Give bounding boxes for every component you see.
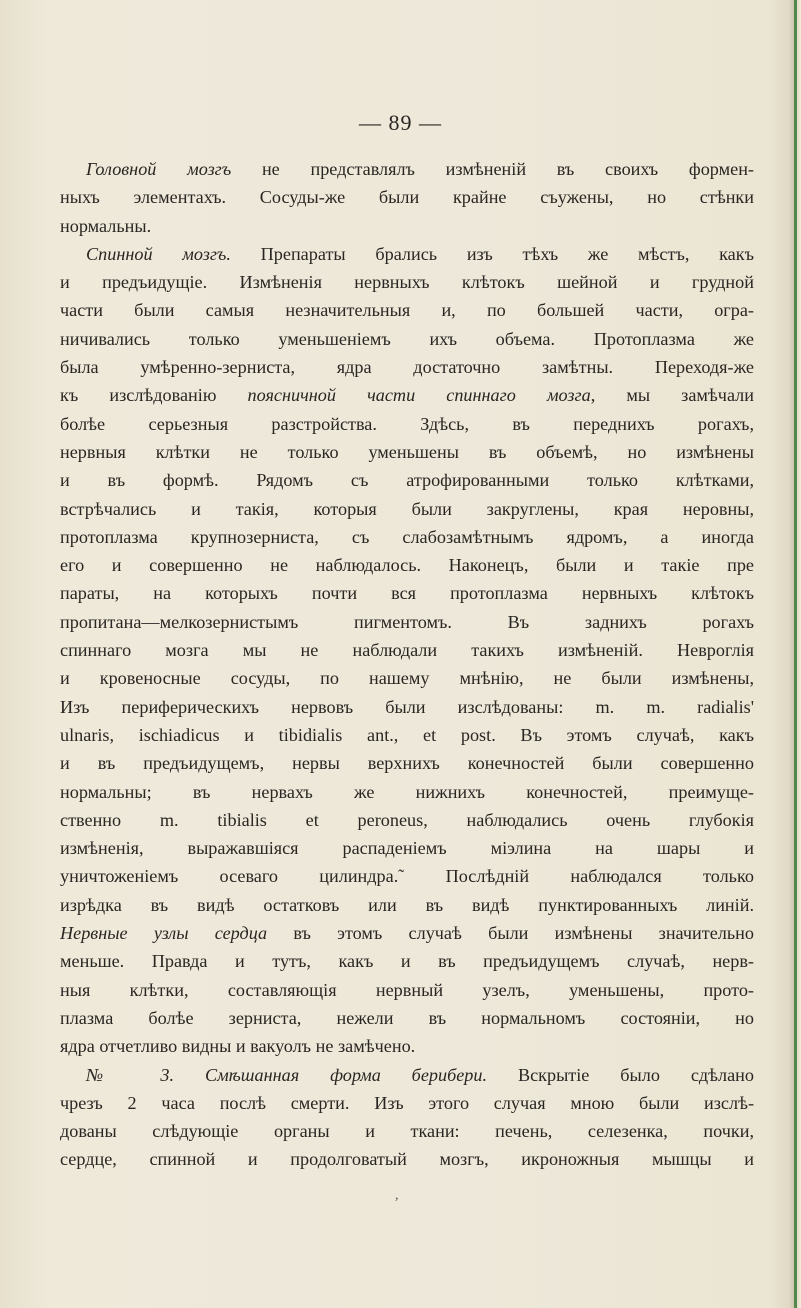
stray-mark: , bbox=[395, 1188, 399, 1203]
text-line bbox=[60, 947, 754, 975]
text-run: параты, на которыхъ почти вся протоплазма нервныхъ клѣтокъ bbox=[60, 583, 754, 604]
text-line bbox=[60, 381, 754, 409]
text-run: ulnaris, ischiadicus и tibidialis ant., et post. Въ этомъ случаѣ, какъ bbox=[60, 724, 754, 745]
text-run: ныя клѣтки, составляющія нервный узелъ, уменьшены, прото- bbox=[60, 979, 754, 1000]
text-run: уничтоженіемъ осеваго цилиндра.˜ Послѣдній наблюдался только bbox=[60, 866, 754, 887]
text-run: была умѣренно-зерниста, ядра достаточно замѣтны. Переходя-же bbox=[60, 357, 754, 378]
text-line bbox=[60, 296, 754, 324]
text-line bbox=[60, 183, 754, 211]
text-line bbox=[60, 212, 754, 240]
text-run: и кровеносные сосуды, по нашему мнѣнію, не были измѣнены, bbox=[60, 668, 754, 689]
text-run: къ изслѣдованію bbox=[60, 385, 248, 406]
text-line bbox=[60, 523, 754, 551]
text-line bbox=[60, 721, 754, 749]
text-line bbox=[60, 495, 754, 523]
text-line bbox=[60, 1004, 754, 1032]
text-run: дованы слѣдующіе органы и ткани: печень, селезенка, почки, bbox=[60, 1121, 754, 1142]
text-run: пропитана—мелкозернистымъ пигментомъ. Въ заднихъ рогахъ bbox=[60, 611, 754, 632]
text-line bbox=[60, 268, 754, 296]
italic-heading: Головной мозгъ bbox=[86, 159, 232, 179]
text-run: протоплазма крупнозерниста, съ слабозамѣтнымъ ядромъ, а иногда bbox=[60, 526, 754, 547]
text-run: плазма болѣе зерниста, нежели въ нормальномъ состояніи, но bbox=[60, 1007, 754, 1028]
text-run: въ этомъ случаѣ были измѣнены значительно bbox=[267, 923, 754, 944]
text-line bbox=[60, 1117, 754, 1145]
text-run: изрѣдка въ видѣ остатковъ или въ видѣ пунктированныхъ линій. bbox=[60, 894, 754, 915]
text-line bbox=[60, 862, 754, 890]
text-run: и предъидущіе. Измѣненія нервныхъ клѣтокъ шейной и грудной bbox=[60, 272, 754, 293]
text-line bbox=[60, 155, 754, 183]
text-run: и въ формѣ. Рядомъ съ атрофированными только клѣтками, bbox=[60, 470, 754, 491]
text-run: ничивались только уменьшеніемъ ихъ объема. Протоплазма же bbox=[60, 328, 754, 349]
text-line bbox=[60, 1032, 754, 1060]
text-run: не представлялъ измѣненій въ своихъ формен- bbox=[231, 159, 754, 179]
text-line bbox=[60, 240, 754, 268]
text-run: Изъ периферическихъ нервовъ были изслѣдованы: m. m. radialis' bbox=[60, 696, 754, 717]
text-line bbox=[60, 693, 754, 721]
text-run: Препараты брались изъ тѣхъ же мѣстъ, какъ bbox=[230, 243, 754, 264]
text-line bbox=[60, 466, 754, 494]
text-run: меньше. Правда и тутъ, какъ и въ предъидущемъ случаѣ, нерв- bbox=[60, 951, 754, 972]
text-line bbox=[60, 410, 754, 438]
text-run: , мы замѣчали bbox=[590, 385, 754, 406]
text-run: болѣе серьезныя разстройства. Здѣсь, въ переднихъ рогахъ, bbox=[60, 413, 754, 434]
italic-heading: поясничной части спиннаго мозга bbox=[247, 385, 591, 406]
text-run: Вскрытіе было сдѣлано bbox=[487, 1064, 754, 1085]
text-run: измѣненія, выражавшіяся распаденіемъ міэлина на шары и bbox=[60, 838, 754, 859]
text-line bbox=[60, 778, 754, 806]
text-run: ядра отчетливо видны и вакуолъ не замѣчено. bbox=[60, 1036, 416, 1057]
text-line bbox=[60, 664, 754, 692]
text-run: части были самыя незначительныя и, по большей части, огра- bbox=[60, 300, 754, 321]
text-run: нормальны. bbox=[60, 215, 152, 236]
text-line bbox=[60, 579, 754, 607]
body-text bbox=[60, 155, 754, 1174]
italic-heading: № 3. Смѣшанная форма берибери. bbox=[86, 1064, 488, 1085]
text-run: ныхъ элементахъ. Сосуды-же были крайне съужены, но стѣнки bbox=[60, 187, 754, 208]
text-line bbox=[60, 806, 754, 834]
text-line bbox=[60, 1145, 754, 1173]
text-line bbox=[60, 1089, 754, 1117]
text-run: и въ предъидущемъ, нервы верхнихъ конечностей были совершенно bbox=[60, 753, 754, 774]
text-line bbox=[60, 919, 754, 947]
text-line bbox=[60, 834, 754, 862]
text-line bbox=[60, 438, 754, 466]
text-line bbox=[60, 1061, 754, 1089]
text-run: нормальны; въ нервахъ же нижнихъ конечностей, преимуще- bbox=[60, 781, 754, 802]
page-number: — 89 — bbox=[359, 110, 442, 135]
text-run: спиннаго мозга мы не наблюдали такихъ измѣненій. Невроглія bbox=[60, 640, 754, 661]
text-run: встрѣчались и такія, которыя были закруглены, края неровны, bbox=[60, 498, 754, 519]
text-line bbox=[60, 353, 754, 381]
text-run: ственно m. tibialis et peroneus, наблюдались очень глубокія bbox=[60, 809, 754, 830]
text-line bbox=[60, 891, 754, 919]
italic-heading: Нервные узлы сердца bbox=[60, 923, 268, 944]
text-run: нервныя клѣтки не только уменьшены въ объемѣ, но измѣнены bbox=[60, 441, 754, 462]
text-line bbox=[60, 749, 754, 777]
text-run: сердце, спинной и продолговатый мозгъ, икроножныя мышцы и bbox=[60, 1149, 754, 1170]
italic-heading: Спинной мозгъ. bbox=[86, 243, 231, 264]
text-run: чрезъ 2 часа послѣ смерти. Изъ этого случая мною были изслѣ- bbox=[60, 1092, 754, 1113]
text-line bbox=[60, 325, 754, 353]
binding-edge-line bbox=[794, 0, 797, 1308]
text-line bbox=[60, 976, 754, 1004]
text-line bbox=[60, 551, 754, 579]
text-line bbox=[60, 608, 754, 636]
text-line bbox=[60, 636, 754, 664]
text-run: его и совершенно не наблюдалось. Наконецъ, были и такіе пре bbox=[60, 555, 754, 576]
